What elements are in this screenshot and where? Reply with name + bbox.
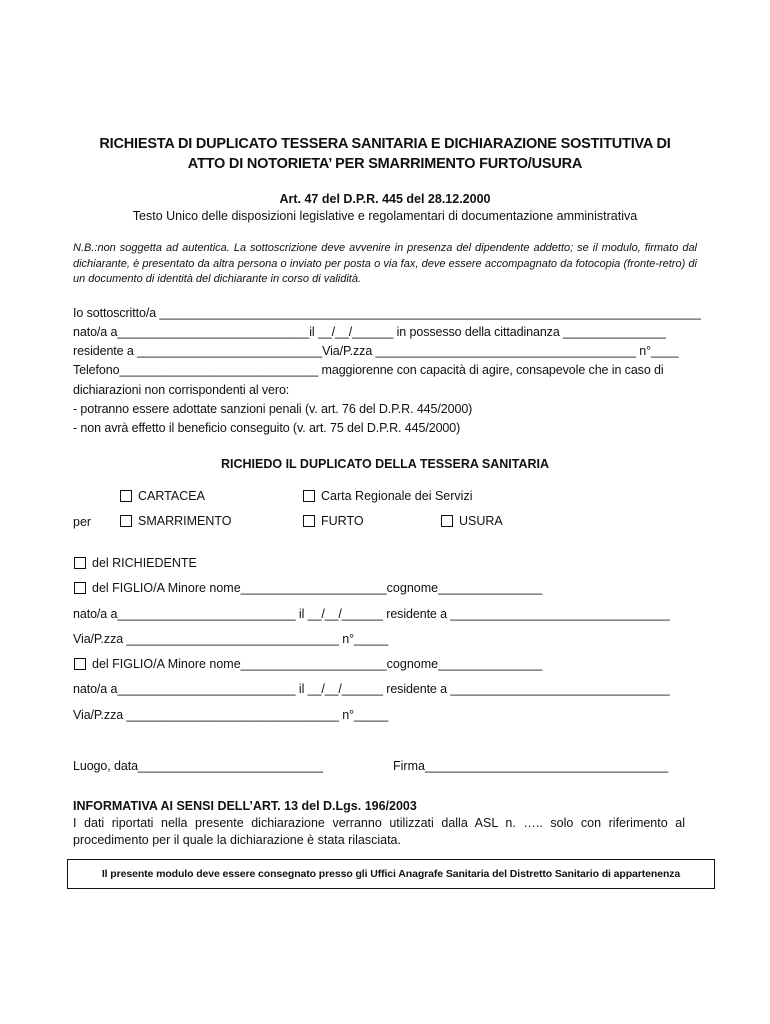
checkbox-icon[interactable] — [441, 515, 453, 527]
option-figlio-2-label: del FIGLIO/A Minore nome_____________________cognome_______________ — [92, 657, 543, 671]
luogo-data-field[interactable]: Luogo, data___________________________ — [73, 759, 323, 773]
option-smarrimento-label: SMARRIMENTO — [138, 514, 232, 528]
nb-notice: N.B.:non soggetta ad autentica. La sottoscrizione deve avvenire in presenza del dipendente addetto; se il modulo, firmato dal dichiarante, è presentato da altra persona o inviato per posta o via fax, deve essere accompagnato da fotocopia (fronte-retro) di un documento di identità del dichiarante in corso di validità. — [73, 242, 697, 285]
option-smarrimento[interactable] — [120, 514, 232, 528]
firma-field[interactable]: Firma___________________________________ — [393, 759, 669, 773]
option-furto-label: FURTO — [321, 514, 364, 528]
option-carta-regionale[interactable] — [303, 489, 472, 503]
checkbox-icon[interactable] — [74, 557, 86, 569]
figlio-2-birth-line[interactable]: nato/a a__________________________ il __/__/______ residente a ________________________________ — [73, 682, 670, 696]
informativa-text: I dati riportati nella presente dichiarazione verranno utilizzati dalla ASL n. ….. solo con riferimento al procedimento per il quale la dichiarazione è stata rilasciata. — [73, 816, 685, 847]
checkbox-icon[interactable] — [120, 490, 132, 502]
checkbox-icon[interactable] — [120, 515, 132, 527]
option-figlio-1[interactable] — [74, 581, 542, 595]
per-label: per — [73, 515, 92, 529]
declarant-phone-line[interactable]: Telefono_____________________________ maggiorenne con capacità di agire, consapevole che in caso di — [73, 363, 664, 377]
option-richiedente[interactable] — [74, 556, 197, 570]
submission-notice: Il presente modulo deve essere consegnato presso gli Uffici Anagrafe Sanitaria del Distretto Sanitario di appartenenza — [67, 859, 715, 889]
figlio-1-address-line[interactable]: Via/P.zza _______________________________ n°_____ — [73, 632, 389, 646]
document-title-line-2: ATTO DI NOTORIETA’ PER SMARRIMENTO FURTO/USURA — [187, 156, 583, 172]
option-furto[interactable] — [303, 514, 364, 528]
checkbox-icon[interactable] — [303, 515, 315, 527]
figlio-1-birth-line[interactable]: nato/a a__________________________ il __/__/______ residente a ________________________________ — [73, 607, 670, 621]
figlio-2-address-line[interactable]: Via/P.zza _______________________________ n°_____ — [73, 708, 389, 722]
document-title-line-1: RICHIESTA DI DUPLICATO TESSERA SANITARIA E DICHIARAZIONE SOSTITUTIVA DI — [99, 136, 671, 152]
option-cartacea-label: CARTACEA — [138, 489, 205, 503]
request-heading: RICHIEDO IL DUPLICATO DELLA TESSERA SANITARIA — [220, 457, 550, 471]
option-richiedente-label: del RICHIEDENTE — [92, 556, 197, 570]
option-usura-label: USURA — [459, 514, 503, 528]
option-usura[interactable] — [441, 514, 503, 528]
option-figlio-2[interactable] — [74, 657, 542, 671]
declarant-name-line[interactable]: Io sottoscritto/a _______________________________________________________________________________ — [73, 306, 701, 320]
sanction-penal: - potranno essere adottate sanzioni penali (v. art. 76 del D.P.R. 445/2000) — [73, 402, 473, 416]
checkbox-icon[interactable] — [303, 490, 315, 502]
checkbox-icon[interactable] — [74, 658, 86, 670]
checkbox-icon[interactable] — [74, 582, 86, 594]
declarant-statement: dichiarazioni non corrispondenti al vero: — [73, 383, 290, 397]
informativa-heading: INFORMATIVA AI SENSI DELL’ART. 13 del D.Lgs. 196/2003 — [73, 799, 417, 813]
option-figlio-1-label: del FIGLIO/A Minore nome_____________________cognome_______________ — [92, 581, 543, 595]
option-carta-regionale-label: Carta Regionale dei Servizi — [321, 489, 473, 503]
declarant-residence-line[interactable]: residente a ___________________________Via/P.zza ______________________________________ n°____ — [73, 344, 679, 358]
law-reference: Art. 47 del D.P.R. 445 del 28.12.2000 — [279, 192, 491, 206]
option-cartacea[interactable] — [120, 489, 205, 503]
declarant-birth-line[interactable]: nato/a a____________________________il __/__/______ in possesso della cittadinanza _______________ — [73, 325, 666, 339]
law-description: Testo Unico delle disposizioni legislative e regolamentari di documentazione amministrativa — [132, 209, 638, 223]
sanction-benefit: - non avrà effetto il beneficio conseguito (v. art. 75 del D.P.R. 445/2000) — [73, 421, 461, 435]
